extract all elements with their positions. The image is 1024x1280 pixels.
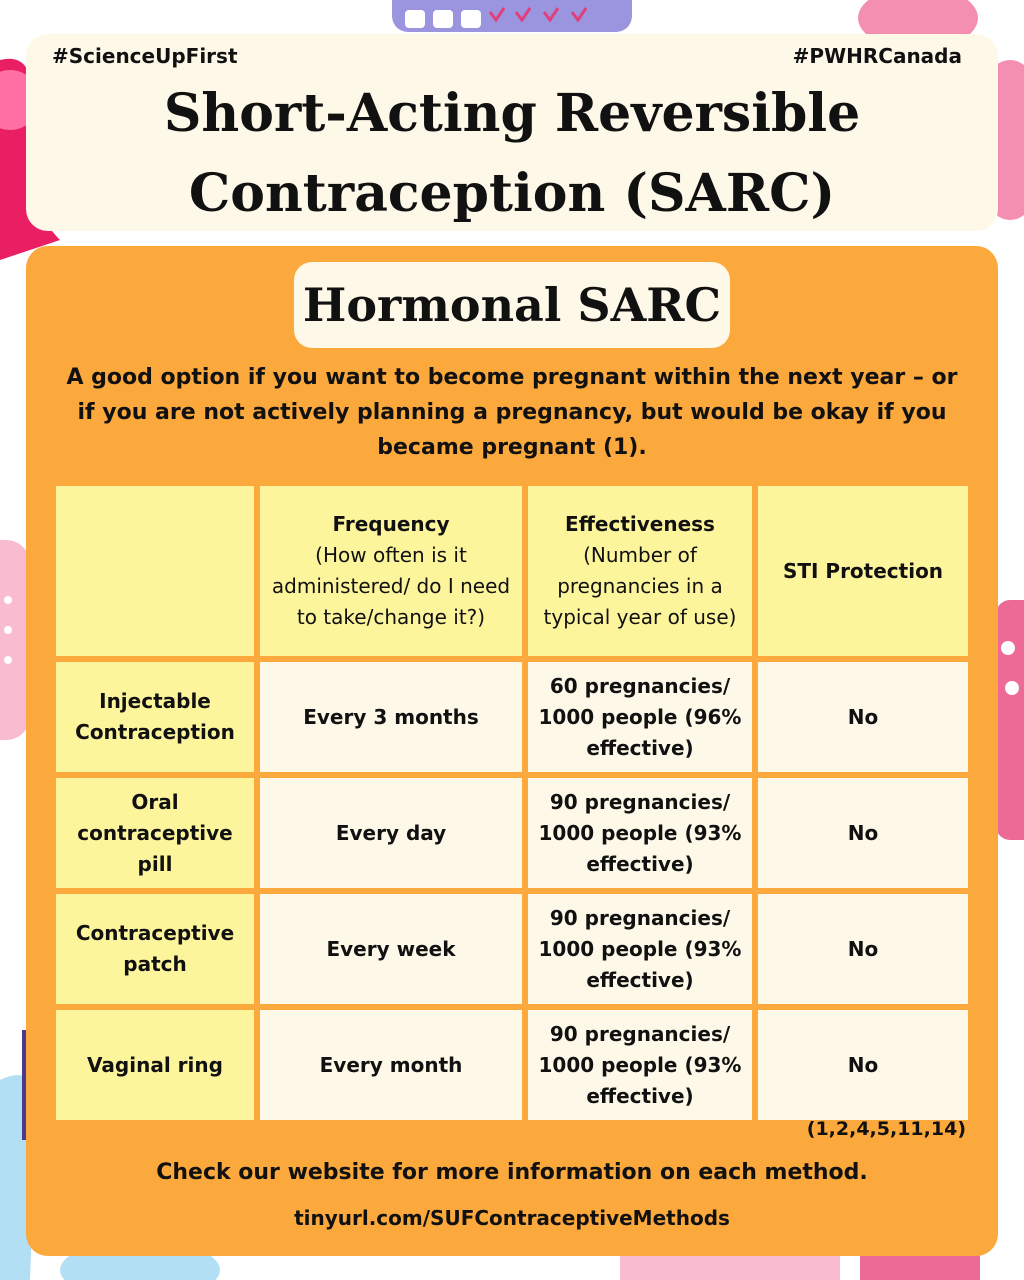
page-title (26, 74, 998, 234)
row-method-injectable: Injectable Contraception (56, 662, 254, 772)
clock-icon (996, 600, 1024, 840)
row-method-vaginal-ring: Vaginal ring (56, 1010, 254, 1120)
title-line-1: Short-Acting Reversible (163, 83, 861, 144)
table-header-sti (758, 486, 968, 656)
section-title: Hormonal SARC (294, 262, 730, 348)
row-effectiveness: 90 pregnancies/ 1000 people (93% effective) (528, 1010, 752, 1120)
hormonal-sarc-card (26, 246, 998, 1256)
frequency-header-label: Frequency (332, 512, 450, 536)
row-effectiveness: 90 pregnancies/ 1000 people (93% effective) (528, 778, 752, 888)
references: (1,2,4,5,11,14) (806, 1118, 966, 1140)
row-method-oral-pill: Oral contraceptive pill (56, 778, 254, 888)
row-sti: No (758, 894, 968, 1004)
title-line-2: Contraception (SARC) (188, 163, 836, 224)
table-header-frequency (260, 486, 522, 656)
row-sti: No (758, 1010, 968, 1120)
header-card (26, 34, 998, 231)
frequency-header-note: (How often is it administered/ do I need to take/change it?) (271, 543, 511, 629)
effectiveness-header-label: Effectiveness (565, 512, 715, 536)
table-header-empty (56, 486, 254, 656)
website-link[interactable]: tinyurl.com/SUFContraceptiveMethods (294, 1206, 730, 1230)
table-header-effectiveness (528, 486, 752, 656)
pill-pack-icon (392, 0, 632, 32)
hashtag-science-up-first: #ScienceUpFirst (52, 44, 238, 68)
row-frequency: Every 3 months (260, 662, 522, 772)
effectiveness-header-note: (Number of pregnancies in a typical year of use) (543, 543, 737, 629)
row-frequency: Every week (260, 894, 522, 1004)
row-sti: No (758, 778, 968, 888)
intro-text: A good option if you want to become pregnant within the next year – or if you are not actively planning a pregnancy, but would be okay if you became pregnant (1). (66, 365, 958, 460)
row-effectiveness: 90 pregnancies/ 1000 people (93% effective) (528, 894, 752, 1004)
hashtag-pwhr-canada: #PWHRCanada (792, 44, 962, 68)
row-effectiveness: 60 pregnancies/ 1000 people (96% effective) (528, 662, 752, 772)
row-sti: No (758, 662, 968, 772)
row-frequency: Every day (260, 778, 522, 888)
row-frequency: Every month (260, 1010, 522, 1120)
methods-table (56, 486, 968, 1120)
footer-text: Check our website for more information on each method. (156, 1160, 868, 1185)
row-method-patch: Contraceptive patch (56, 894, 254, 1004)
sti-header-label: STI Protection (782, 558, 944, 583)
